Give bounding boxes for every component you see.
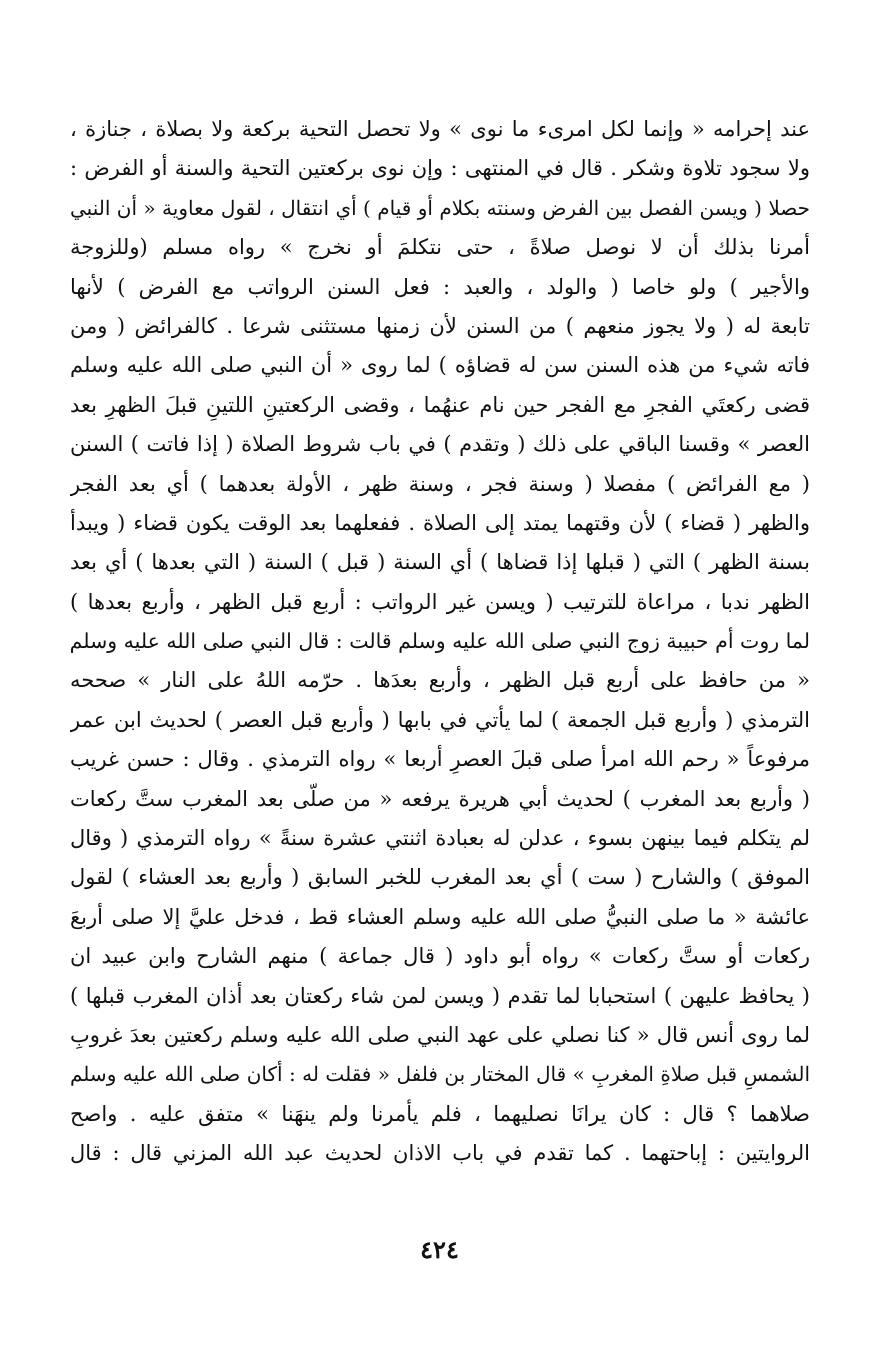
text-line: ( وأربع بعد المغرب ) لحديث أبي هريرة يرفعه « من صلّى بعد المغرب ستَّ ركعات	[70, 786, 810, 811]
text-line: لم يتكلم فيما بينهن بسوء ، عدلن له بعبادة اثنتي عشرة سنةً » رواه الترمذي ( وقال	[70, 826, 810, 851]
text-line: أمرنا بذلك أن لا نوصل صلاةً ، حتى نتكلمَ أو نخرج » رواه مسلم (وللزوجة	[70, 235, 810, 260]
page-number: ٤٢٤	[420, 1235, 459, 1264]
text-line: مرفوعاً « رحم الله امرأ صلى قبلَ العصرِ أربعا » رواه الترمذي . وقال : حسن غريب	[70, 747, 810, 772]
text-line: ( يحافظ عليهن ) استحبابا لما تقدم ( ويسن لمن شاء ركعتان بعد أذان المغرب قبلها )	[70, 983, 810, 1008]
text-line: الشمسِ قبل صلاةِ المغربِ » قال المختار بن فلفل « فقلت له : أكان صلى الله عليه وسلم	[70, 1062, 810, 1087]
text-line: تابعة له ( ولا يجوز منعهم ) من السنن لأن زمنها مستثنى شرعا . كالفرائض ( ومن	[70, 313, 810, 338]
text-line: بسنة الظهر ) التي ( قبلها إذا قضاها ) أي السنة ( قبل ) السنة ( التي بعدها ) أي بعد	[70, 550, 810, 575]
text-line: صلاهما ؟ قال : كان يرانَا نصليهما ، فلم يأمرنا ولم ينهَنا » متفق عليه . واصح	[70, 1101, 810, 1126]
text-line: عائشة « ما صلى النبيُّ صلى الله عليه وسلم العشاء قط ، فدخل عليَّ إلا صلى أربعَ	[70, 904, 810, 929]
text-line: والظهر ( قضاء ) لأن وقتهما يمتد إلى الصلاة . ففعلهما بعد الوقت يكون قضاء ( ويبدأ	[70, 510, 810, 535]
text-line: لما روت أم حبيبة زوج النبي صلى الله عليه وسلم قالت : قال النبي صلى الله عليه وسلم	[70, 629, 810, 654]
text-line: والأجير ) ولو خاصا ( والولد ، والعبد : فعل السنن الرواتب مع الفرض ) لأنها	[70, 274, 810, 299]
text-line: حصلا ( ويسن الفصل بين الفرض وسنته بكلام أو قيام ) أي انتقال ، لقول معاوية « أن النبي	[70, 195, 810, 220]
text-line: فاته شيء من هذه السنن سن له قضاؤه ) لما روى « أن النبي صلى الله عليه وسلم	[70, 353, 810, 378]
text-line: « من حافظ على أربع قبل الظهر ، وأربع بعدَها . حرّمه اللهُ على النار » صححه	[70, 668, 810, 693]
text-line: ( مع الفرائض ) مفصلا ( وسنة فجر ، وسنة ظهر ، الأولة بعدهما ) أي بعد الفجر	[70, 471, 810, 496]
text-line: ركعات أو ستَّ ركعات » رواه أبو داود ( قال جماعة ) منهم الشارح وابن عبيد ان	[70, 944, 810, 969]
text-line: الظهر ندبا ، مراعاة للترتيب ( ويسن غير الرواتب : أربع قبل الظهر ، وأربع بعدها )	[70, 589, 810, 614]
body-text	[70, 110, 810, 1174]
text-line: العصر » وقسنا الباقي على ذلك ( وتقدم ) في باب شروط الصلاة ( إذا فاتت ) السنن	[70, 432, 810, 457]
text-line: الروايتين : إباحتهما . كما تقدم في باب الاذان لحديث عبد الله المزني قال : قال	[70, 1141, 810, 1166]
text-line: الترمذي ( وأربع قبل الجمعة ) لما يأتي في بابها ( وأربع قبل العصر ) لحديث ابن عمر	[70, 707, 810, 732]
text-line: قضى ركعتَي الفجرِ مع الفجر حين نام عنهُما ، وقضى الركعتينِ اللتينِ قبلَ الظهرِ بعد	[70, 392, 810, 417]
text-line: ولا سجود تلاوة وشكر . قال في المنتهى : وإن نوى بركعتين التحية والسنة أو الفرض :	[70, 156, 810, 181]
text-line: عند إحرامه « وإنما لكل امرىء ما نوى » ولا تحصل التحية بركعة ولا بصلاة ، جنازة ،	[70, 117, 810, 141]
text-line: الموفق ) والشارح ( ست ) أي بعد المغرب للخبر السابق ( وأربع بعد العشاء ) لقول	[70, 865, 810, 890]
text-line: لما روى أنس قال « كنا نصلي على عهد النبي صلى الله عليه وسلم ركعتين بعدَ غروبِ	[70, 1022, 810, 1047]
